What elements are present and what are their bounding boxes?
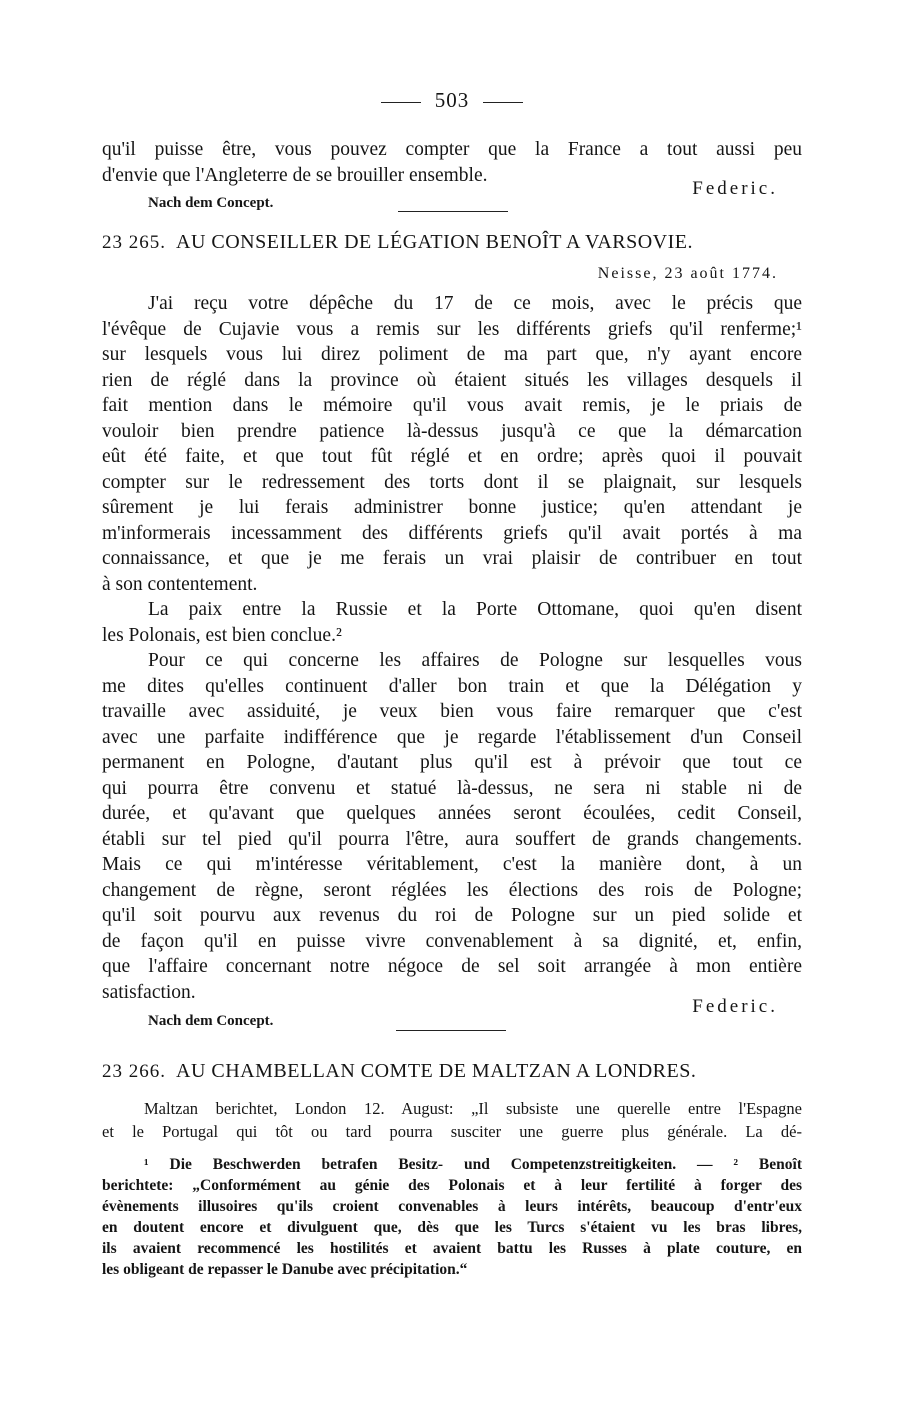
body-line: La paix entre la Russie et la Porte Ottomane, quoi qu'en disent [148, 599, 802, 620]
body-line: Pour ce qui concerne les affaires de Pologne sur lesquelles vous [148, 650, 802, 671]
section-divider [396, 1030, 506, 1031]
body-line: qu'il puisse être, vous pouvez compter que la France a tout aussi peu [102, 139, 802, 160]
signature: Federic. [692, 178, 778, 199]
body-line: changement de règne, seront réglées les élections des rois de Pologne; [102, 880, 802, 901]
body-line: qui pourra être convenu et statué là-dessus, ne sera ni stable ni de [102, 778, 802, 799]
body-line: me dites qu'elles continuent d'aller bon train et que la Délégation y [102, 676, 802, 697]
body-line: d'envie que l'Angleterre de se brouiller ensemble. [102, 165, 488, 186]
footnote-line: berichtete: „Conformément au génie des Polonais et à leur fertilité à forger des [102, 1177, 802, 1194]
signature: Federic. [692, 996, 778, 1017]
body-line: J'ai reçu votre dépêche du 17 de ce mois, avec le précis que [148, 293, 802, 314]
body-line: rien de réglé dans la province où étaient situés les villages desquels il [102, 370, 802, 391]
footnote-line: ils avaient recommencé les hostilités et avaient battu les Russes à plate couture, en [102, 1240, 802, 1257]
body-line: connaissance, et que je me ferais un vrai plaisir de contribuer en tout [102, 548, 802, 569]
body-line: vouloir bien prendre patience là-dessus jusqu'à ce que la démarcation [102, 421, 802, 442]
letter-number: 23 265. [102, 232, 166, 253]
body-line: sur lesquels vous lui direz poliment de ma part que, n'y ayant encore [102, 344, 802, 365]
body-line: à son contentement. [102, 574, 258, 595]
body-line: Mais ce qui m'intéresse véritablement, c'est la manière dont, à un [102, 854, 802, 875]
page-number-left-dash [381, 102, 421, 103]
body-line: permanent en Pologne, d'autant plus qu'il est à prévoir que tout ce [102, 752, 802, 773]
concept-note: Nach dem Concept. [148, 1013, 274, 1029]
body-line: établi sur tel pied qu'il pourra l'être, aura souffert de grands changements. [102, 829, 802, 850]
body-line: eût été faite, et que tout fût réglé et en ordre; après quoi il pouvait [102, 446, 802, 467]
concept-note: Nach dem Concept. [148, 195, 274, 211]
letter-number: 23 266. [102, 1061, 166, 1082]
summary-line: Maltzan berichtet, London 12. August: „Il subsiste une querelle entre l'Espagne [144, 1099, 802, 1118]
body-line: de façon qu'il en puisse vivre convenablement à sa dignité, et, enfin, [102, 931, 802, 952]
page-number [102, 88, 802, 113]
body-line: durée, et qu'avant que quelques années seront écoulées, cedit Conseil, [102, 803, 802, 824]
letter-heading [102, 1060, 802, 1083]
page-number-text: 503 [434, 88, 470, 112]
footnote-line: ¹ Die Beschwerden betrafen Besitz- und Competenzstreitigkeiten. — ² Benoît [144, 1156, 802, 1173]
body-line: satisfaction. [102, 982, 196, 1003]
letter-title: AU CHAMBELLAN COMTE DE MALTZAN A LONDRES. [176, 1060, 697, 1082]
body-line: les Polonais, est bien conclue.² [102, 625, 342, 646]
body-line: avec une parfaite indifférence que je regarde l'établissement d'un Conseil [102, 727, 802, 748]
body-line: fait mention dans le mémoire qu'il vous avait remis, je le priais de [102, 395, 802, 416]
letter-heading [102, 231, 802, 254]
body-line: l'évêque de Cujavie vous a remis sur les différents griefs qu'il renferme;¹ [102, 319, 802, 340]
body-line: compter sur le redressement des torts dont il se plaignait, sur lesquels [102, 472, 802, 493]
page-number-right-dash [483, 102, 523, 103]
body-line: m'informerais incessamment des différents griefs qu'il avait portés à ma [102, 523, 802, 544]
body-line: que l'affaire concernant notre négoce de sel soit arrangée à mon entière [102, 956, 802, 977]
body-line: sûrement je lui ferais administrer bonne justice; qu'en attendant je [102, 497, 802, 518]
body-line: travaille avec assiduité, je veux bien vous faire remarquer que c'est [102, 701, 802, 722]
letter-title: AU CONSEILLER DE LÉGATION BENOÎT A VARSOVIE. [176, 231, 693, 253]
section-divider [398, 211, 508, 212]
dateline: Neisse, 23 août 1774. [597, 265, 778, 282]
footnote-line: en doutent encore et divulguent que, dès que les Turcs s'étaient vu les bras libres, [102, 1219, 802, 1236]
footnote-line: évènements illusoires qu'ils croient convenables à leurs intérêts, beaucoup d'entr'eux [102, 1198, 802, 1215]
body-line: qu'il soit pourvu aux revenus du roi de Pologne sur un pied solide et [102, 905, 802, 926]
summary-line: et le Portugal qui tôt ou tard pourra susciter une guerre plus générale. La dé- [102, 1122, 802, 1141]
footnote-line: les obligeant de repasser le Danube avec précipitation.“ [102, 1261, 468, 1278]
